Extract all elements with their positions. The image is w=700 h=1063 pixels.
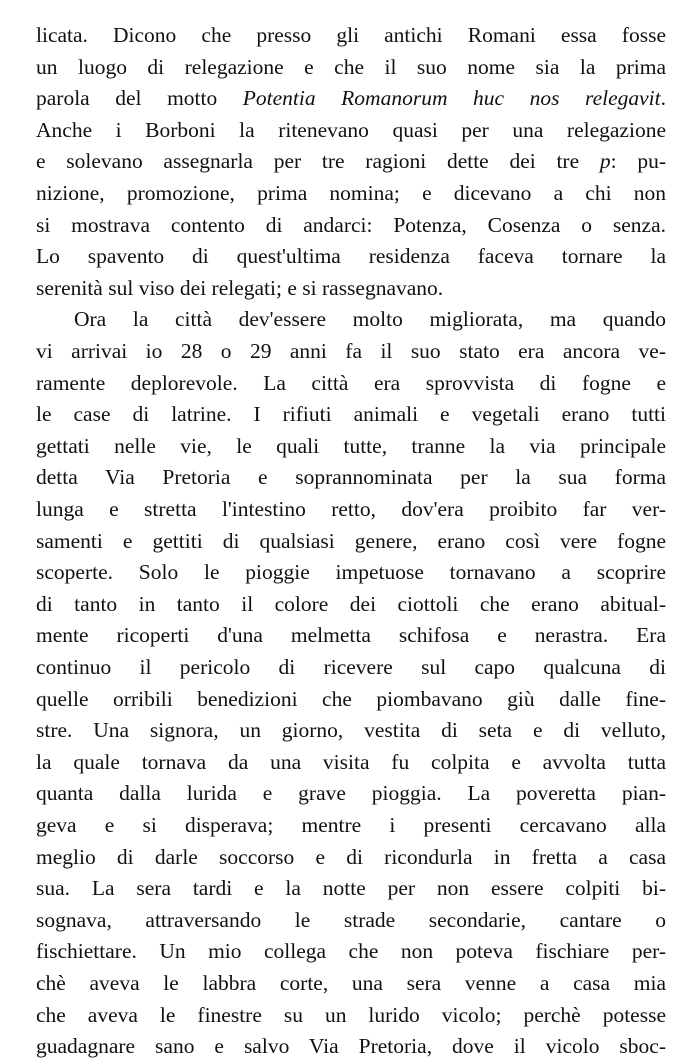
text-line: quanta dalla lurida e grave pioggia. La poveretta pian-	[36, 781, 666, 806]
text-line: la quale tornava da una visita fu colpita e avvolta tutta	[36, 749, 666, 774]
text-line: che aveva le finestre su un lurido vicolo; perchè potesse	[36, 1002, 666, 1027]
text-line: meglio di darle soccorso e di ricondurla in fretta a casa	[36, 844, 666, 869]
text-line: detta Via Pretoria e soprannominata per la sua forma	[36, 465, 666, 490]
letter-p: p	[599, 149, 611, 174]
text-line: Lo spavento di quest'ultima residenza faceva tornare la	[36, 244, 666, 269]
text-line: licata. Dicono che presso gli antichi Romani essa fosse	[36, 23, 666, 47]
text-line: e solevano assegnarla per tre ragioni dette dei tre p: pu-	[36, 149, 666, 174]
text-line: sognava, attraversando le strade secondarie, cantare o	[36, 907, 666, 932]
text-line: parola del motto Potentia Romanorum huc nos relegavit.	[36, 86, 666, 111]
text-line: di tanto in tanto il colore dei ciottoli che erano abitual-	[36, 591, 666, 616]
text-line: lunga e stretta l'intestino retto, dov'era proibito far ver-	[36, 497, 666, 521]
text-line: chè aveva le labbra corte, una sera venne a casa mia	[36, 971, 666, 995]
text-line: le case di latrine. I rifiuti animali e vegetali erano tutti	[36, 402, 666, 427]
text-line: un luogo di relegazione e che il suo nome sia la prima	[36, 54, 666, 79]
text-line: si mostrava contento di andarci: Potenza, Cosenza o senza.	[36, 212, 666, 237]
text-line: Ora la città dev'essere molto migliorata, ma quando	[74, 307, 666, 332]
text-line: vi arrivai io 28 o 29 anni fa il suo stato era ancora ve-	[36, 339, 666, 363]
text-line: gettati nelle vie, le quali tutte, tranne la via principale	[36, 433, 666, 458]
text-line: mente ricoperti d'una melmetta schifosa e nerastra. Era	[36, 623, 666, 648]
text-line: guadagnare sano e salvo Via Pretoria, dove il vicolo sboc-	[36, 1034, 666, 1059]
text-line: fischiettare. Un mio collega che non poteva fischiare per-	[36, 939, 666, 964]
text-line: serenità sul viso dei relegati; e si rassegnavano.	[36, 275, 444, 300]
text-line: stre. Una signora, un giorno, vestita di seta e di velluto,	[36, 718, 666, 743]
text-line: geva e si disperava; mentre i presenti cercavano alla	[36, 813, 666, 837]
text-line: scoperte. Solo le pioggie impetuose tornavano a scoprire	[36, 560, 666, 585]
text-line: ramente deplorevole. La città era sprovvista di fogne e	[36, 370, 666, 395]
text-line: samenti e gettiti di qualsiasi genere, erano così vere fogne	[36, 528, 666, 553]
text-line: sua. La sera tardi e la notte per non essere colpiti bi-	[36, 876, 666, 901]
text-line: Anche i Borboni la ritenevano quasi per una relegazione	[36, 117, 666, 142]
text-line: quelle orribili benedizioni che piombavano giù dalle fine-	[36, 686, 666, 711]
latin-motto: Potentia Romanorum huc nos relegavit	[242, 86, 661, 111]
text-line: continuo il pericolo di ricevere sul capo qualcuna di	[36, 655, 666, 679]
text-line: nizione, promozione, prima nomina; e dicevano a chi non	[36, 181, 666, 205]
